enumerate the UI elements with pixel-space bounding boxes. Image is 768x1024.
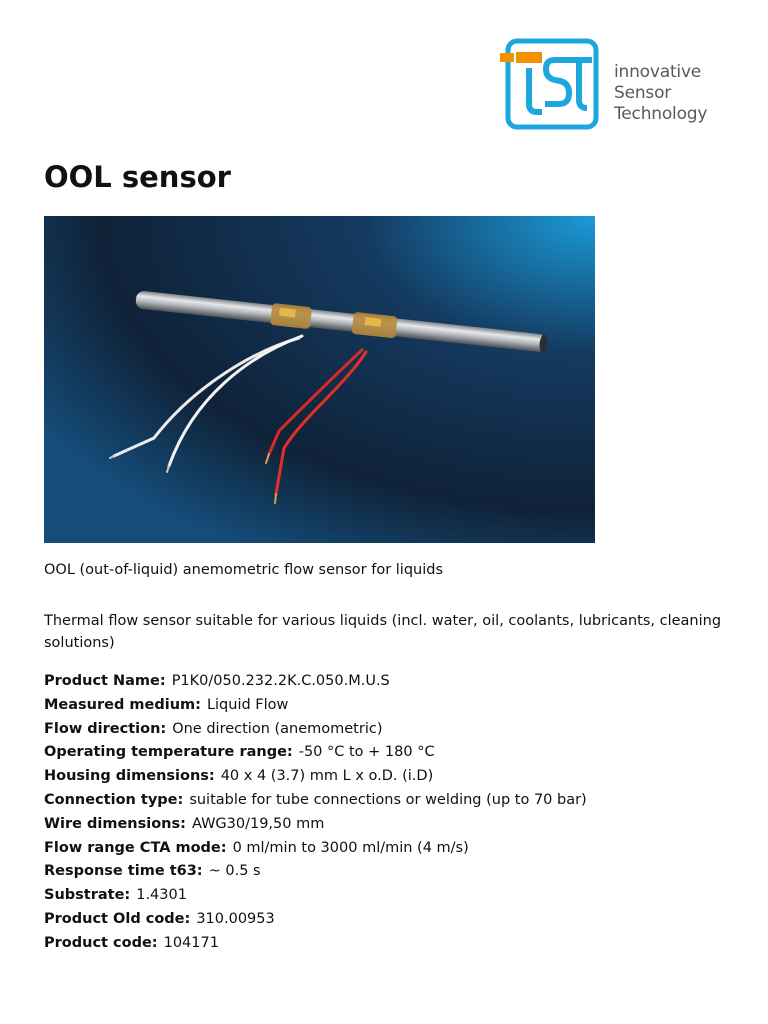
spec-label: Product Old code: — [44, 910, 191, 927]
spec-row-substrate — [44, 884, 734, 908]
spec-row-connection-type — [44, 789, 734, 813]
spec-value: 310.00953 — [196, 910, 275, 927]
spec-value: 104171 — [163, 934, 219, 951]
spec-list — [44, 670, 734, 956]
spec-label: Measured medium: — [44, 696, 201, 713]
product-description: Thermal flow sensor suitable for various liquids (incl. water, oil, coolants, lubricants, cleaning solutions) — [44, 613, 722, 651]
spec-row-measured-medium — [44, 694, 734, 718]
spec-row-product-old-code — [44, 908, 734, 932]
brand-logo — [498, 38, 738, 130]
brand-name — [614, 62, 738, 125]
spec-label: Response time t63: — [44, 863, 203, 880]
spec-value: AWG30/19,50 mm — [191, 815, 325, 832]
ist-logo-icon — [498, 38, 602, 130]
spec-value: P1K0/050.232.2K.C.050.M.U.S — [171, 673, 390, 689]
product-photo — [44, 216, 595, 543]
spec-value: suitable for tube connections or welding (up to 70 bar) — [189, 791, 587, 808]
spec-label: Flow direction: — [44, 720, 167, 737]
spec-label: Wire dimensions: — [44, 815, 186, 832]
spec-label: Flow range CTA mode: — [44, 839, 227, 856]
spec-label: Connection type: — [44, 791, 184, 808]
photo-background — [44, 216, 595, 543]
spec-row-wire-dimensions — [44, 813, 734, 837]
spec-row-product-name — [44, 670, 734, 694]
brand-line-1: innovative — [614, 62, 702, 82]
sensor-photo-illustration — [44, 216, 595, 543]
spec-label: Product Name: — [44, 673, 166, 689]
spec-row-operating-temperature — [44, 741, 734, 765]
spec-row-housing-dimensions — [44, 765, 734, 789]
spec-value: Liquid Flow — [206, 696, 289, 713]
brand-line-3: Technology — [614, 104, 708, 124]
spec-value: 1.4301 — [136, 887, 187, 904]
spec-label: Operating temperature range: — [44, 744, 293, 761]
spec-row-response-time — [44, 860, 734, 884]
spec-row-product-code — [44, 932, 734, 956]
spec-value: -50 °C to + 180 °C — [298, 744, 435, 761]
spec-label: Substrate: — [44, 887, 131, 904]
page-title: OOL sensor — [44, 160, 231, 194]
spec-label: Housing dimensions: — [44, 768, 215, 785]
spec-value: ~ 0.5 s — [208, 863, 261, 880]
product-subtitle: OOL (out-of-liquid) anemometric flow sensor for liquids — [44, 562, 443, 578]
spec-value: 0 ml/min to 3000 ml/min (4 m/s) — [232, 839, 469, 856]
spec-value: 40 x 4 (3.7) mm L x o.D. (i.D) — [220, 768, 434, 785]
spec-row-flow-direction — [44, 718, 734, 742]
brand-line-2: Sensor — [614, 83, 672, 103]
spec-label: Product code: — [44, 934, 158, 951]
spec-row-flow-range — [44, 837, 734, 861]
spec-value: One direction (anemometric) — [172, 720, 383, 737]
